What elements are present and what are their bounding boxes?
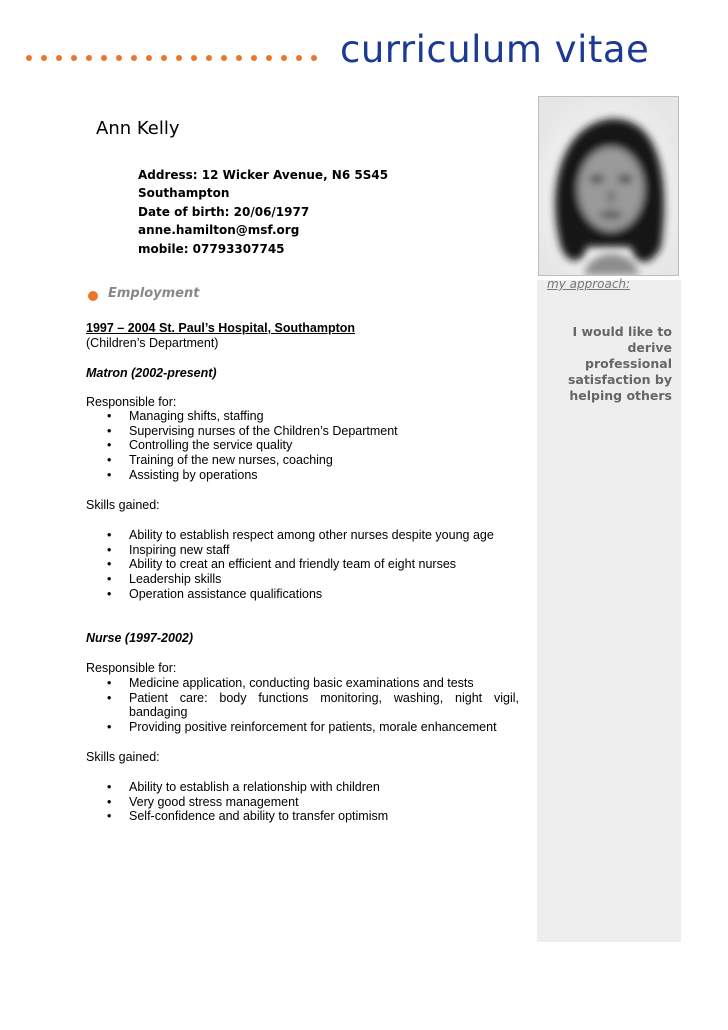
- list-item: • Managing shifts, staffing: [86, 409, 398, 424]
- dot-icon: [296, 55, 302, 61]
- dot-icon: [26, 55, 32, 61]
- dot-icon: [56, 55, 62, 61]
- dot-icon: [311, 55, 317, 61]
- dot-icon: [266, 55, 272, 61]
- list-item: • Very good stress management: [86, 795, 388, 810]
- list-item: • Providing positive reinforcement for patients, morale enhancement: [86, 720, 519, 735]
- dot-icon: [206, 55, 212, 61]
- list-item: • Ability to establish respect among other nurses despite young age: [86, 528, 494, 543]
- responsible-label: Responsible for:: [86, 661, 177, 675]
- approach-statement: I would like to derive professional satisfaction by helping others: [567, 324, 672, 403]
- list-item: • Self-confidence and ability to transfer optimism: [86, 809, 388, 824]
- job-heading: 1997 – 2004 St. Paul’s Hospital, Southampton: [86, 321, 356, 335]
- list-item: • Training of the new nurses, coaching: [86, 453, 398, 468]
- portrait-icon: [539, 97, 678, 275]
- list-item: • Medicine application, conducting basic examinations and tests: [86, 676, 519, 691]
- dot-icon: [236, 55, 242, 61]
- dot-icon: [281, 55, 287, 61]
- skills-label: Skills gained:: [86, 750, 160, 764]
- list-item: • Operation assistance qualifications: [86, 587, 494, 602]
- dot-icon: [71, 55, 77, 61]
- list-item: • Leadership skills: [86, 572, 494, 587]
- role-title-matron: Matron (2002-present): [86, 366, 217, 380]
- nurse-responsibilities-list: [86, 676, 519, 735]
- matron-skills-list: [86, 528, 494, 601]
- dot-icon: [176, 55, 182, 61]
- dot-icon: [221, 55, 227, 61]
- city-line: Southampton: [138, 186, 230, 200]
- dot-icon: [146, 55, 152, 61]
- nurse-skills-list: [86, 780, 388, 824]
- dot-icon: [116, 55, 122, 61]
- list-item: • Patient care: body functions monitoring, washing, night vigil, bandaging: [86, 691, 519, 720]
- skills-label: Skills gained:: [86, 498, 160, 512]
- page-title: curriculum vitae: [340, 28, 650, 71]
- list-item: • Assisting by operations: [86, 468, 398, 483]
- job-department: (Children’s Department): [86, 336, 219, 350]
- mobile-number: mobile: 07793307745: [138, 242, 285, 256]
- list-item: • Inspiring new staff: [86, 543, 494, 558]
- person-name: Ann Kelly: [96, 118, 180, 139]
- dot-icon: [251, 55, 257, 61]
- approach-label: my approach:: [547, 277, 631, 291]
- address-line: Address: 12 Wicker Avenue, N6 5S45: [138, 168, 389, 182]
- email-address: anne.hamilton@msf.org: [138, 223, 300, 237]
- list-item: • Ability to creat an efficient and friendly team of eight nurses: [86, 557, 494, 572]
- date-of-birth: Date of birth: 20/06/1977: [138, 205, 310, 219]
- dot-icon: [191, 55, 197, 61]
- matron-responsibilities-list: [86, 409, 398, 482]
- dot-icon: [161, 55, 167, 61]
- list-item: • Controlling the service quality: [86, 438, 398, 453]
- portrait-photo: [538, 96, 679, 276]
- responsible-label: Responsible for:: [86, 395, 177, 409]
- list-item: • Ability to establish a relationship with children: [86, 780, 388, 795]
- dot-icon: [86, 55, 92, 61]
- section-bullet-icon: [88, 291, 98, 301]
- dot-icon: [131, 55, 137, 61]
- list-item: • Supervising nurses of the Children’s Department: [86, 424, 398, 439]
- role-title-nurse: Nurse (1997-2002): [86, 631, 194, 645]
- decorative-dot-row: [26, 50, 326, 70]
- dot-icon: [41, 55, 47, 61]
- section-title-employment: Employment: [108, 286, 200, 301]
- dot-icon: [101, 55, 107, 61]
